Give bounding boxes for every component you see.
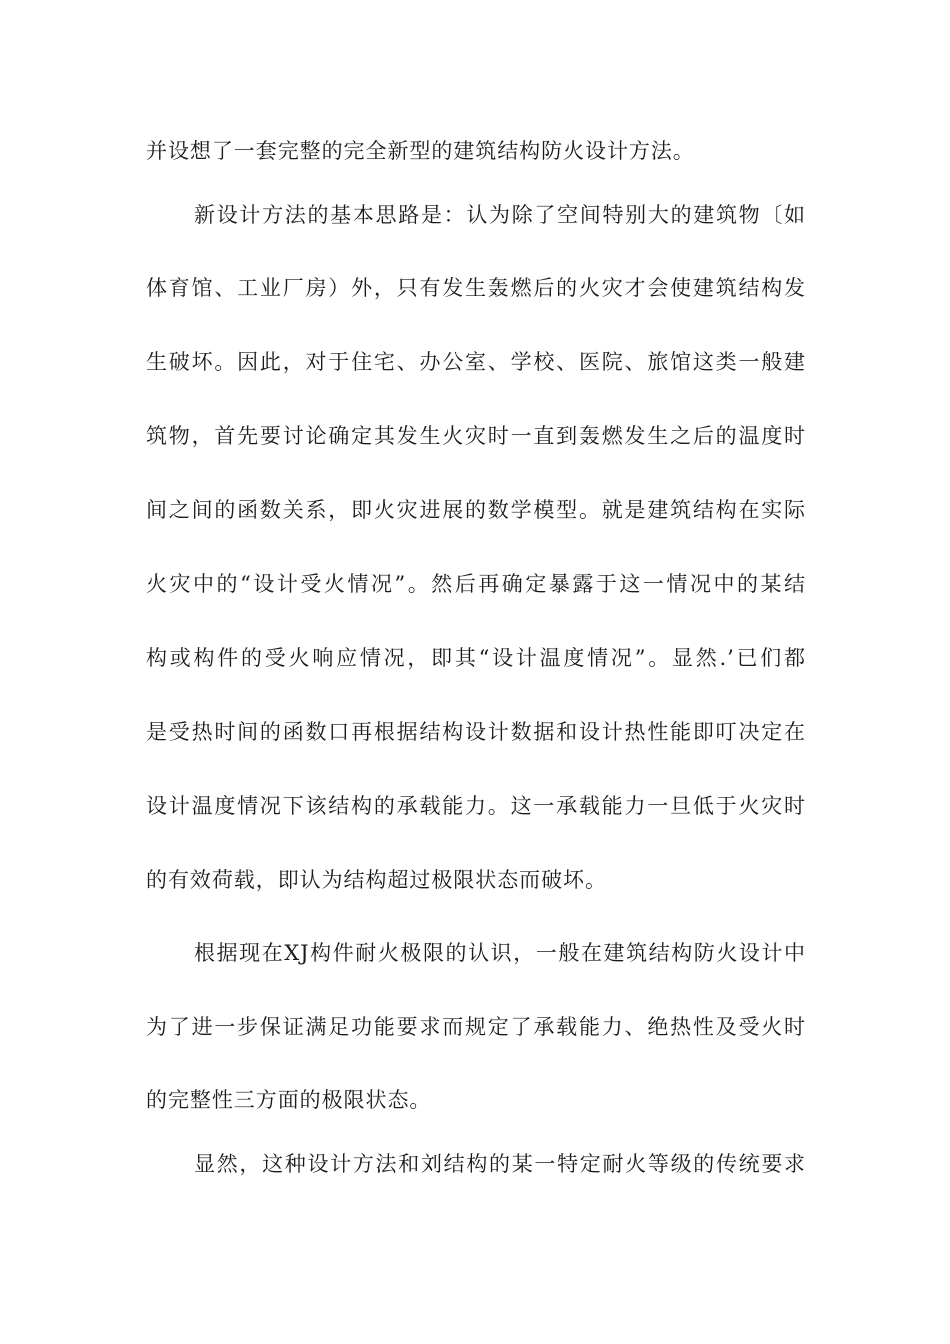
paragraph-line: 根据现在XJ构件耐火极限的认识，一般在建筑结构防火设计中 bbox=[194, 941, 806, 965]
paragraph-line: 的完整性三方面的极限状态。 bbox=[146, 1088, 432, 1112]
paragraph-line: 体育馆、工业厂房）外，只有发生轰燃后的火灾才会使建筑结构发 bbox=[146, 276, 806, 300]
paragraph-line: 设计温度情况下该结构的承载能力。这一承载能力一旦低于火灾时 bbox=[146, 794, 806, 818]
paragraph-line: 为了进一步保证满足功能要求而规定了承载能力、绝热性及受火时 bbox=[146, 1015, 806, 1039]
paragraph-line: 新设计方法的基本思路是：认为除了空间特别大的建筑物〔如 bbox=[194, 203, 806, 227]
paragraph-line: 是受热时间的函数口再根据结构设计数据和设计热性能即叮决定在 bbox=[146, 720, 806, 744]
paragraph-line: 筑物，首先要讨论确定其发生火灾时一直到轰燃发生之后的温度时 bbox=[146, 424, 806, 448]
paragraph-line: 构或构件的受火响应情况，即其“设计温度情况”。显然.’已们都 bbox=[146, 646, 806, 670]
paragraph-line: 间之间的函数关系，即火灾进展的数学模型。就是建筑结构在实际 bbox=[146, 498, 806, 522]
paragraph-line: 的有效荷载，即认为结构超过极限状态而破坏。 bbox=[146, 868, 607, 892]
paragraph-line: 火灾中的“设计受火情况”。然后再确定暴露于这一情况中的某结 bbox=[146, 572, 806, 596]
paragraph-line: 显然，这种设计方法和刘结构的某一特定耐火等级的传统要求 bbox=[194, 1152, 806, 1176]
paragraph-line: 并设想了一套完整的完全新型的建筑结构防火设计方法。 bbox=[146, 139, 695, 163]
paragraph-line: 生破坏。因此，对于住宅、办公室、学校、医院、旅馆这类一般建 bbox=[146, 350, 806, 374]
